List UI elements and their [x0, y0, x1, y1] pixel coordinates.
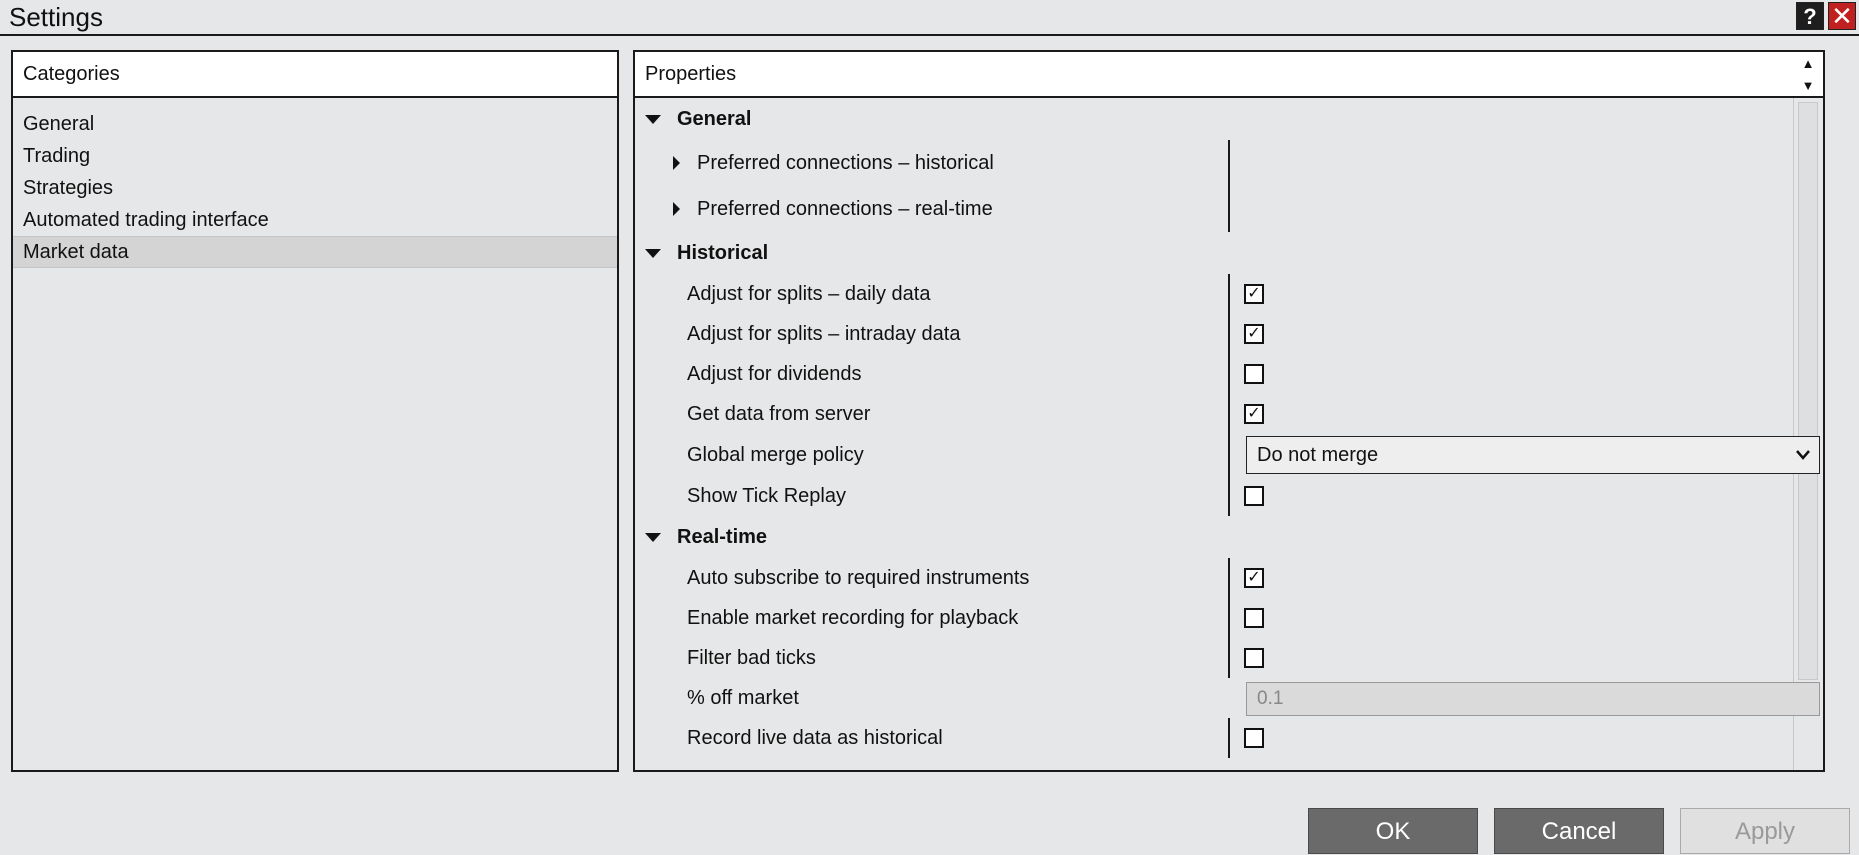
property-filter-bad-ticks: [635, 638, 1795, 678]
column-divider: [1228, 598, 1230, 638]
collapsed-triangle-icon[interactable]: [673, 156, 680, 170]
subgroup-label: Preferred connections – real-time: [697, 198, 993, 220]
scroll-up-arrow-icon[interactable]: ▲: [1801, 56, 1815, 71]
column-divider: [1228, 558, 1230, 598]
subgroup-label: Preferred connections – historical: [697, 152, 994, 174]
category-strategies[interactable]: Strategies: [23, 177, 114, 199]
property-label: % off market: [687, 687, 799, 709]
column-divider: [1228, 314, 1230, 354]
chevron-down-icon: [1795, 437, 1811, 485]
property-label: Enable market recording for playback: [687, 607, 1019, 629]
property-grid: [635, 98, 1795, 758]
column-divider: [1228, 186, 1230, 232]
auto-subscribe-checkbox[interactable]: ✓: [1244, 568, 1264, 588]
categories-header: Categories: [13, 52, 617, 98]
column-divider: [1228, 638, 1230, 678]
record-live-data-checkbox[interactable]: [1244, 728, 1264, 748]
scrollbar-thumb[interactable]: [1798, 102, 1818, 680]
collapsed-triangle-icon[interactable]: [673, 202, 680, 216]
get-data-from-server-checkbox[interactable]: ✓: [1244, 404, 1264, 424]
property-pct-off-market: [635, 678, 1795, 718]
group-label: Real-time: [677, 526, 768, 548]
property-label: Show Tick Replay: [687, 485, 846, 507]
categories-list: [13, 98, 617, 268]
group-historical[interactable]: [635, 232, 1795, 274]
column-divider: [1228, 718, 1230, 758]
group-realtime[interactable]: [635, 516, 1795, 558]
property-label: Adjust for dividends: [687, 363, 862, 385]
merge-policy-value: Do not merge: [1257, 444, 1379, 466]
scrollbar[interactable]: [1793, 98, 1823, 772]
pct-off-market-input[interactable]: 0.1: [1246, 682, 1820, 716]
show-tick-replay-checkbox[interactable]: [1244, 486, 1264, 506]
property-label: Adjust for splits – intraday data: [687, 323, 961, 345]
property-label: Global merge policy: [687, 444, 864, 466]
group-general[interactable]: [635, 98, 1795, 140]
property-global-merge-policy: [635, 434, 1795, 476]
property-show-tick-replay: [635, 476, 1795, 516]
column-divider: [1228, 140, 1230, 186]
expand-triangle-icon[interactable]: [645, 533, 661, 542]
column-divider: [1228, 274, 1230, 314]
enable-market-recording-checkbox[interactable]: [1244, 608, 1264, 628]
group-label: General: [677, 108, 752, 130]
category-trading[interactable]: Trading: [23, 145, 91, 167]
ok-button[interactable]: OK: [1308, 808, 1478, 854]
title-bar: [0, 0, 1859, 36]
property-get-data-from-server: [635, 394, 1795, 434]
expand-triangle-icon[interactable]: [645, 115, 661, 124]
adjust-splits-daily-checkbox[interactable]: ✓: [1244, 284, 1264, 304]
property-auto-subscribe: [635, 558, 1795, 598]
property-label: Adjust for splits – daily data: [687, 283, 931, 305]
column-divider: [1228, 434, 1230, 476]
subgroup-preferred-connections-realtime[interactable]: [635, 186, 1795, 232]
property-label: Get data from server: [687, 403, 871, 425]
scroll-down-arrow-icon[interactable]: ▼: [1801, 78, 1815, 93]
close-button[interactable]: ✕: [1828, 2, 1856, 30]
property-adjust-splits-daily: [635, 274, 1795, 314]
adjust-splits-intraday-checkbox[interactable]: ✓: [1244, 324, 1264, 344]
property-record-live-data: [635, 718, 1795, 758]
property-label: Auto subscribe to required instruments: [687, 567, 1030, 589]
property-label: Filter bad ticks: [687, 647, 816, 669]
properties-panel: [633, 50, 1825, 772]
category-market-data[interactable]: Market data: [13, 236, 617, 268]
cancel-button[interactable]: Cancel: [1494, 808, 1664, 854]
property-label: Record live data as historical: [687, 727, 943, 749]
column-divider: [1228, 394, 1230, 434]
properties-header: Properties: [635, 52, 1823, 98]
merge-policy-select[interactable]: [1246, 436, 1820, 474]
expand-triangle-icon[interactable]: [645, 249, 661, 258]
column-divider: [1228, 354, 1230, 394]
column-divider: [1228, 476, 1230, 516]
categories-panel: [11, 50, 619, 772]
subgroup-preferred-connections-historical[interactable]: [635, 140, 1795, 186]
filter-bad-ticks-checkbox[interactable]: [1244, 648, 1264, 668]
category-automated-trading-interface[interactable]: Automated trading interface: [23, 209, 269, 231]
window-title: Settings: [9, 2, 103, 32]
adjust-dividends-checkbox[interactable]: [1244, 364, 1264, 384]
property-adjust-splits-intraday: [635, 314, 1795, 354]
property-adjust-dividends: [635, 354, 1795, 394]
property-enable-market-recording: [635, 598, 1795, 638]
apply-button[interactable]: Apply: [1680, 808, 1850, 854]
group-label: Historical: [677, 242, 769, 264]
help-button[interactable]: ?: [1796, 2, 1824, 30]
category-general[interactable]: General: [23, 113, 95, 135]
